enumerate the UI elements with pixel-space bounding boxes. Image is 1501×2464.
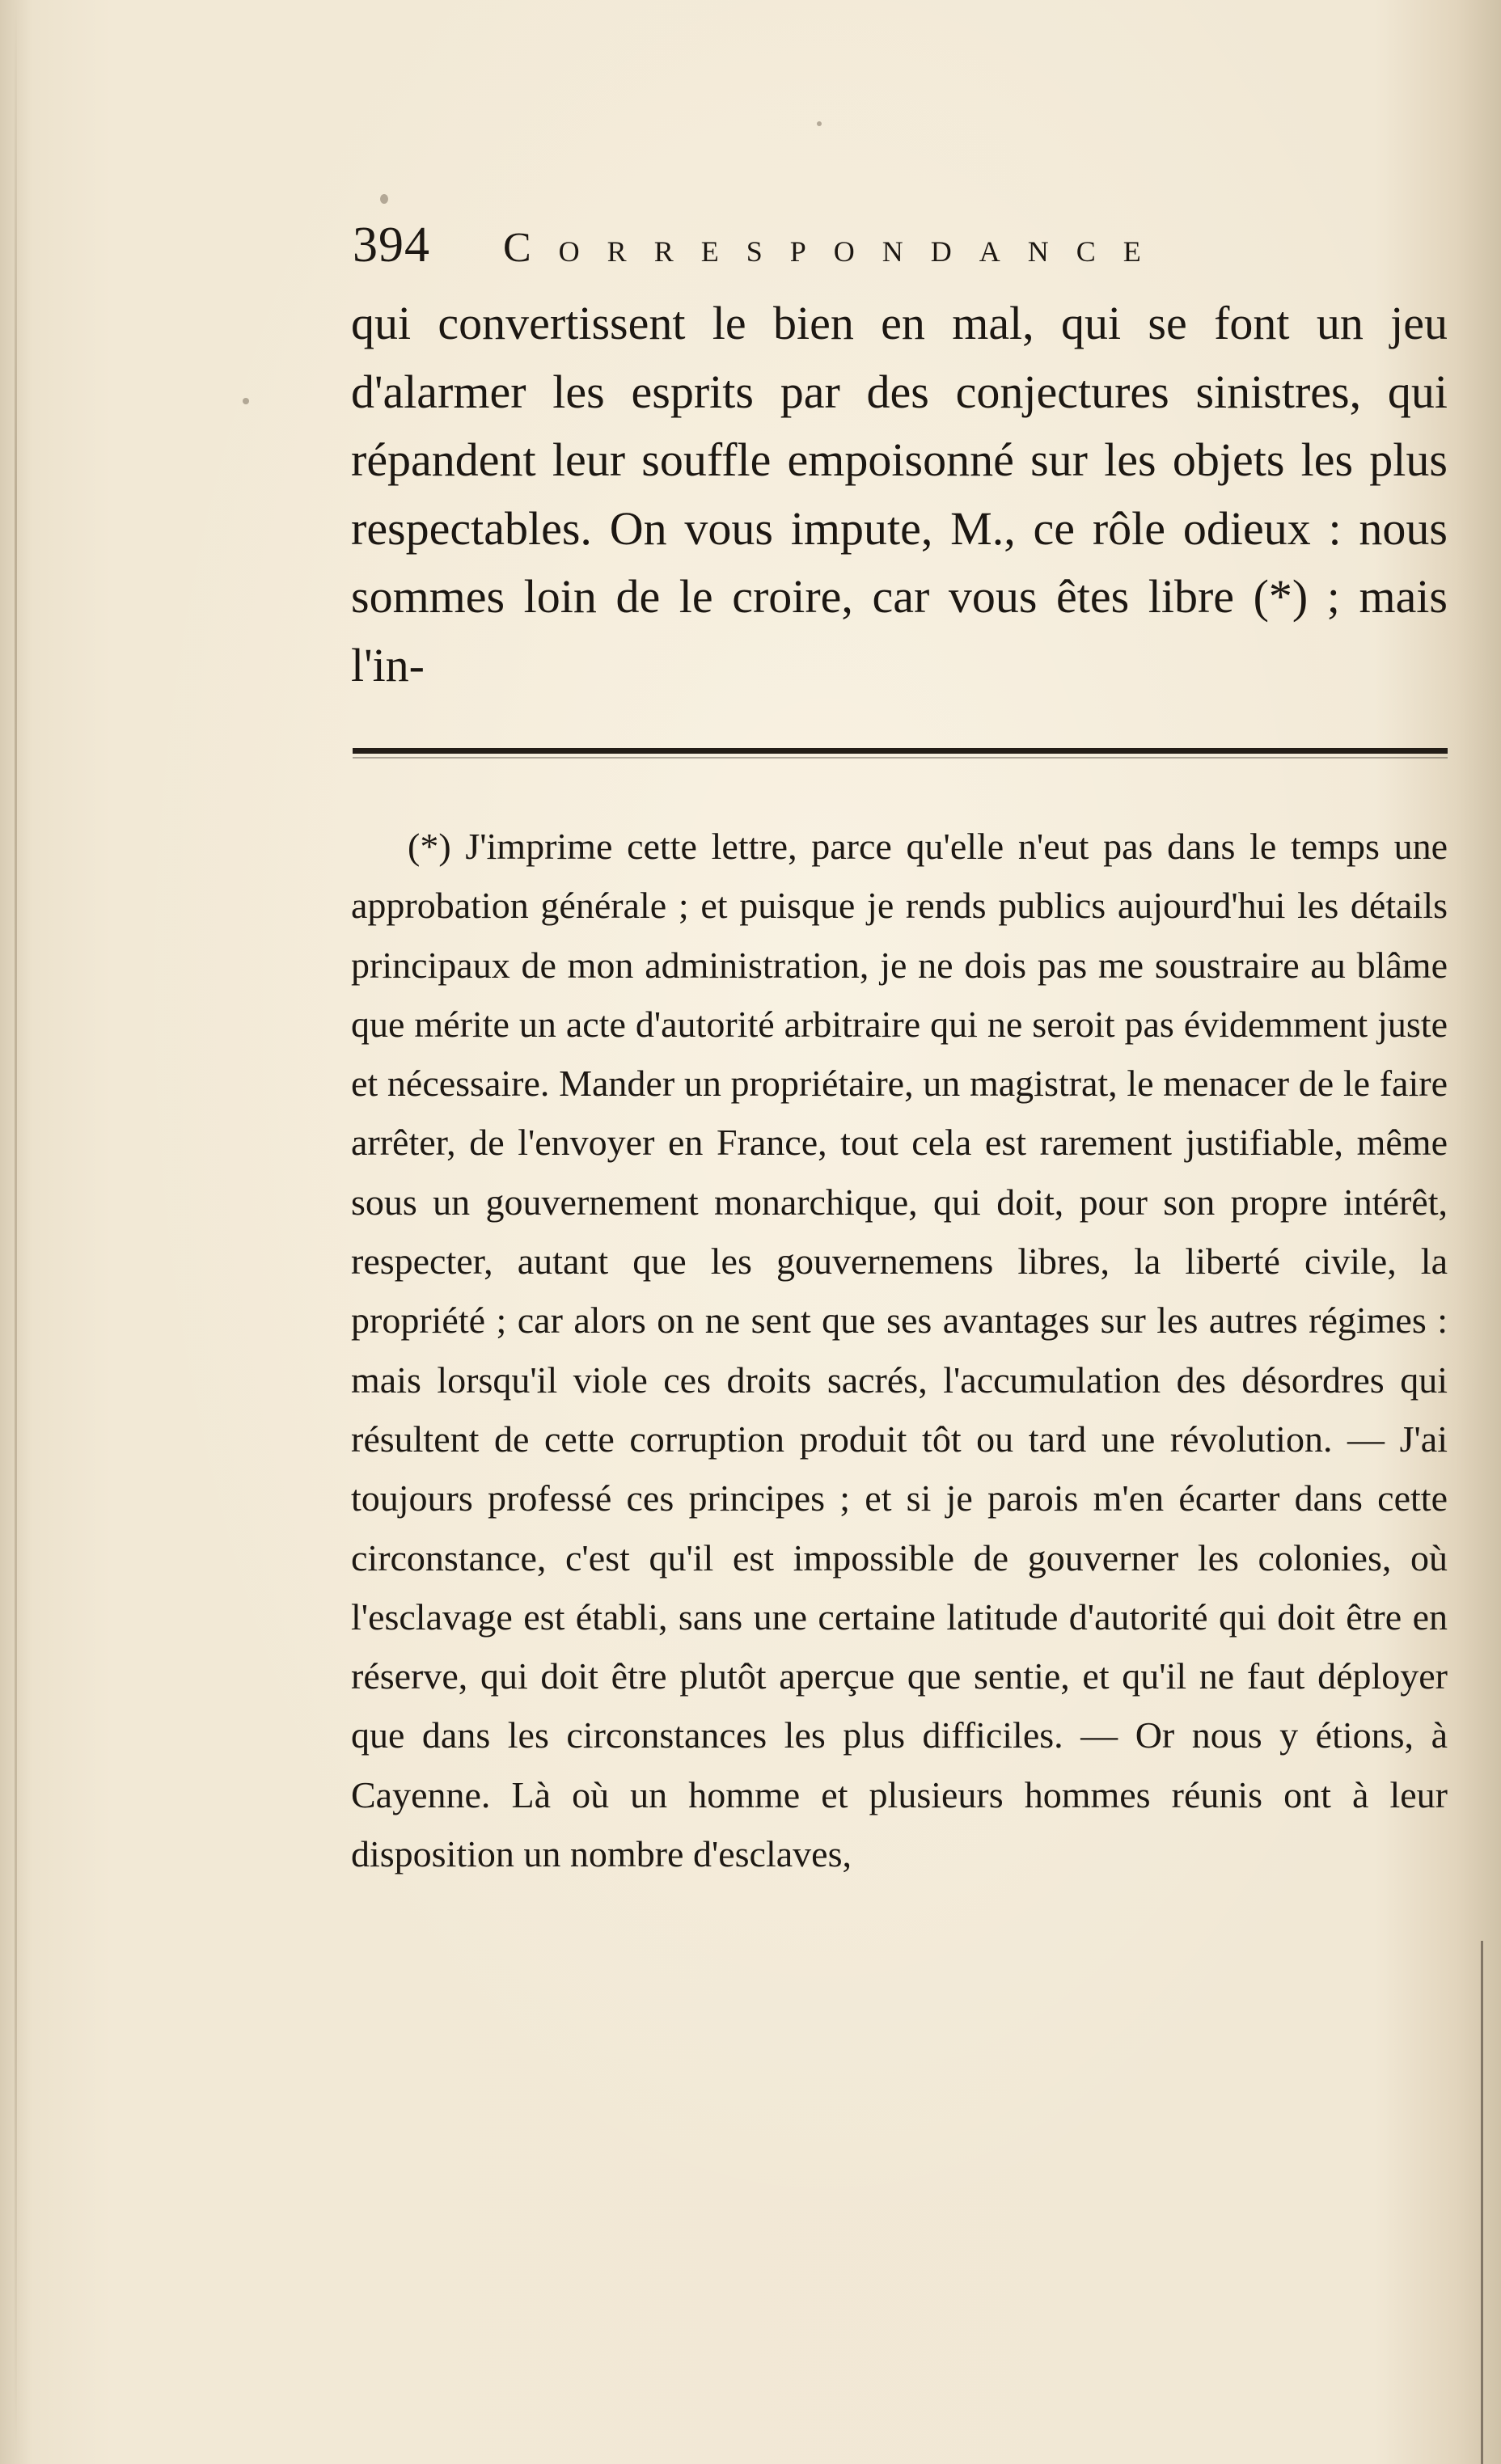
paper-speck [243,398,249,404]
footnote-separator-shadow [353,757,1448,759]
page-header [353,217,1444,290]
page-number: 394 [353,218,430,273]
binding-gutter [15,0,17,2464]
main-paragraph: qui convertissent le bien en mal, qui se font un jeu d'alarmer les esprits par des conjectures sinistres, qui répandent leur souffle empoisonné sur les objets les plus respectables. On vous impute, M., ce rôle odieux : nous sommes loin de le croire, car vous êtes libre (*) ; mais l'in- [351,297,1448,691]
main-text [351,290,1448,699]
paper-speck [380,194,388,204]
footnote-separator [353,748,1448,754]
footnote-paragraph: (*) J'imprime cette lettre, parce qu'elle n'eut pas dans le temps une approbation générale ; et puisque je rends publics aujourd'hui les détails principaux de mon administration, je ne dois pas me soustraire au blâme que mérite un acte d'autorité arbitraire qui ne seroit pas évidemment juste et nécessaire. Mander un propriétaire, un magistrat, le menacer de le faire arrêter, de l'envoyer en France, tout cela est rarement justifiable, même sous un gouvernement monarchique, qui doit, pour son propre intérêt, respecter, autant que les gouvernemens libres, la liberté civile, la propriété ; car alors on ne sent que ses avantages sur les autres régimes : mais lorsqu'il viole ces droits sacrés, l'accumulation des désordres qui résultent de cette corruption produit tôt ou tard une révolution. — J'ai toujours professé ces principes ; et si je parois m'en écarter dans cette circonstance, c'est qu'il est impossible de gouverner les colonies, où l'esclavage est établi, sans une certaine latitude d'autorité qui doit être en réserve, qui doit être plutôt aperçue que sentie, et qu'il ne faut déployer que dans les circonstances les plus difficiles. — Or nous y étions, à Cayenne. Là où un homme et plusieurs hommes réunis ont à leur disposition un nombre d'esclaves, [351,826,1448,1875]
paper-speck [817,121,822,126]
footnote [351,817,1448,1883]
page-edge-shadow [1481,1941,1483,2464]
running-head: Correspondance [503,225,1169,271]
